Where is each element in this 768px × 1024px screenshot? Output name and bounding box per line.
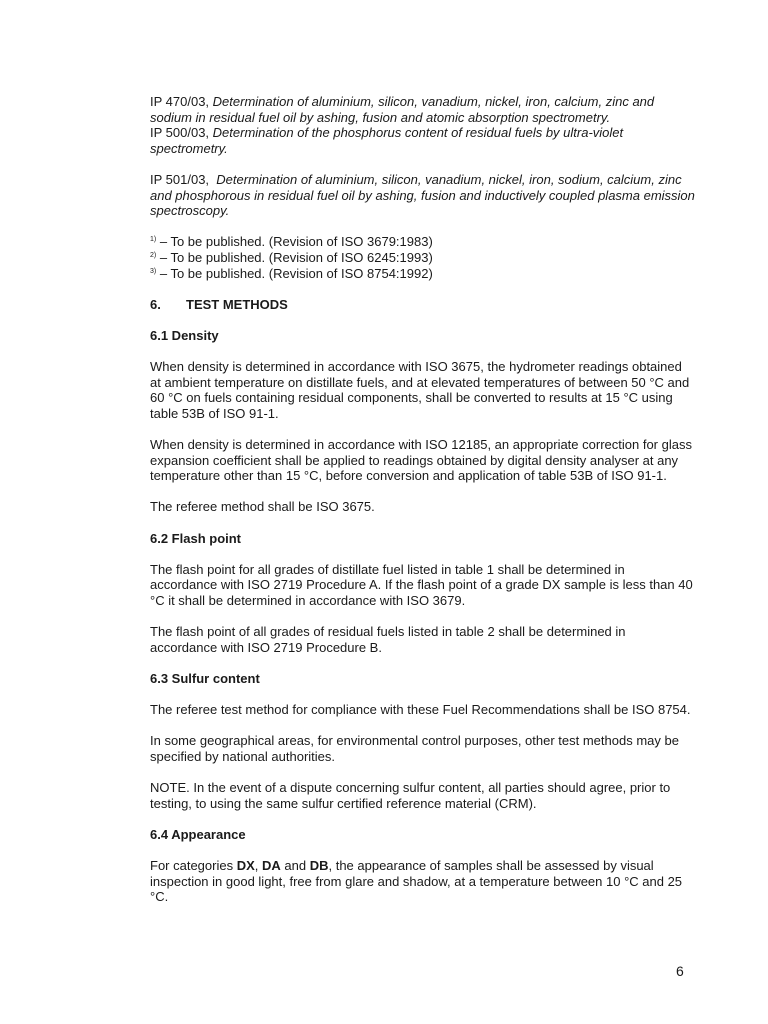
section-number: 6.	[150, 296, 161, 312]
category-db: DB	[309, 858, 329, 874]
reference-ip-500	[150, 125, 695, 156]
reference-title: Determination of aluminium, silicon, vanadium, nickel, iron, calcium, zinc and sodium in residual fuel oil by ashing, fusion and atomic absorption spectrometry.	[150, 94, 655, 125]
heading-appearance: 6.4 Appearance	[150, 826, 246, 842]
document-page	[150, 94, 695, 905]
appearance-paragraph-1	[150, 858, 695, 905]
heading-sulfur-content: 6.3 Sulfur content	[150, 670, 260, 686]
appearance-text: ,	[254, 858, 262, 874]
appearance-text: and	[280, 858, 310, 874]
sulfur-note: NOTE. In the event of a dispute concerning sulfur content, all parties should agree, prior to testing, to using the same sulfur certified reference material (CRM).	[150, 780, 671, 811]
footnote-text: – To be published. (Revision of ISO 8754:1992)	[156, 265, 433, 281]
flash-point-paragraph-2: The flash point of all grades of residual fuels listed in table 2 shall be determined in accordance with ISO 2719 Procedure B.	[150, 624, 626, 655]
appearance-text: For categories	[150, 858, 237, 874]
sulfur-paragraph-1: The referee test method for compliance with these Fuel Recommendations shall be ISO 8754.	[150, 702, 691, 718]
footnote-3	[150, 266, 695, 282]
footnote-mark: 2)	[150, 251, 157, 259]
reference-title: Determination of aluminium, silicon, vanadium, nickel, iron, sodium, calcium, zinc and phosphorous in residual fuel oil by ashing, fusion and inductively coupled plasma emission spectroscopy.	[150, 171, 695, 219]
density-paragraph-1: When density is determined in accordance with ISO 3675, the hydrometer readings obtained at ambient temperature on distillate fuels, and at elevated temperatures of between 50 °C and 60 °C on fuels containing residual components, shall be converted to results at 15 °C using table 53B of ISO 91-1.	[150, 359, 690, 421]
flash-point-paragraph-1: The flash point for all grades of distillate fuel listed in table 1 shall be determined in accordance with ISO 2719 Procedure A. If the flash point of a grade DX sample is less than 40 °C it shall be determined in accordance with ISO 3679.	[150, 561, 693, 608]
category-dx: DX	[236, 858, 255, 874]
reference-ip-470	[150, 94, 695, 125]
reference-ip-501	[150, 172, 695, 219]
section-title: TEST METHODS	[186, 296, 288, 312]
footnote-mark: 1)	[150, 236, 157, 244]
footnote-2	[150, 250, 695, 266]
reference-code: IP 500/03,	[150, 125, 210, 141]
reference-code: IP 470/03,	[150, 94, 210, 109]
heading-density: 6.1 Density	[150, 327, 219, 343]
footnote-mark: 3)	[150, 267, 157, 275]
footnotes	[150, 234, 695, 281]
reference-title: Determination of the phosphorus content of residual fuels by ultra-violet spectrometry.	[150, 125, 624, 156]
appearance-text: , the appearance of samples shall be assessed by visual inspection in good light, free from glare and shadow, at a temperature between 10 °C and 25 °C.	[150, 858, 683, 905]
sulfur-paragraph-2: In some geographical areas, for environmental control purposes, other test methods may be specified by national authorities.	[150, 733, 679, 764]
footnote-text: – To be published. (Revision of ISO 6245:1993)	[156, 249, 433, 265]
density-paragraph-2: When density is determined in accordance with ISO 12185, an appropriate correction for glass expansion coefficient shall be applied to readings obtained by digital density analyser at any temperature other than 15 °C, before conversion and application of table 53B of ISO 91-1.	[150, 437, 692, 484]
footnote-1	[150, 234, 695, 250]
page-number: 6	[676, 963, 684, 979]
footnote-text: – To be published. (Revision of ISO 3679:1983)	[156, 234, 433, 250]
density-paragraph-3: The referee method shall be ISO 3675.	[150, 499, 375, 515]
category-da: DA	[262, 858, 281, 874]
heading-flash-point: 6.2 Flash point	[150, 530, 242, 546]
section-heading-test-methods	[150, 297, 695, 313]
reference-code: IP 501/03,	[150, 171, 210, 187]
